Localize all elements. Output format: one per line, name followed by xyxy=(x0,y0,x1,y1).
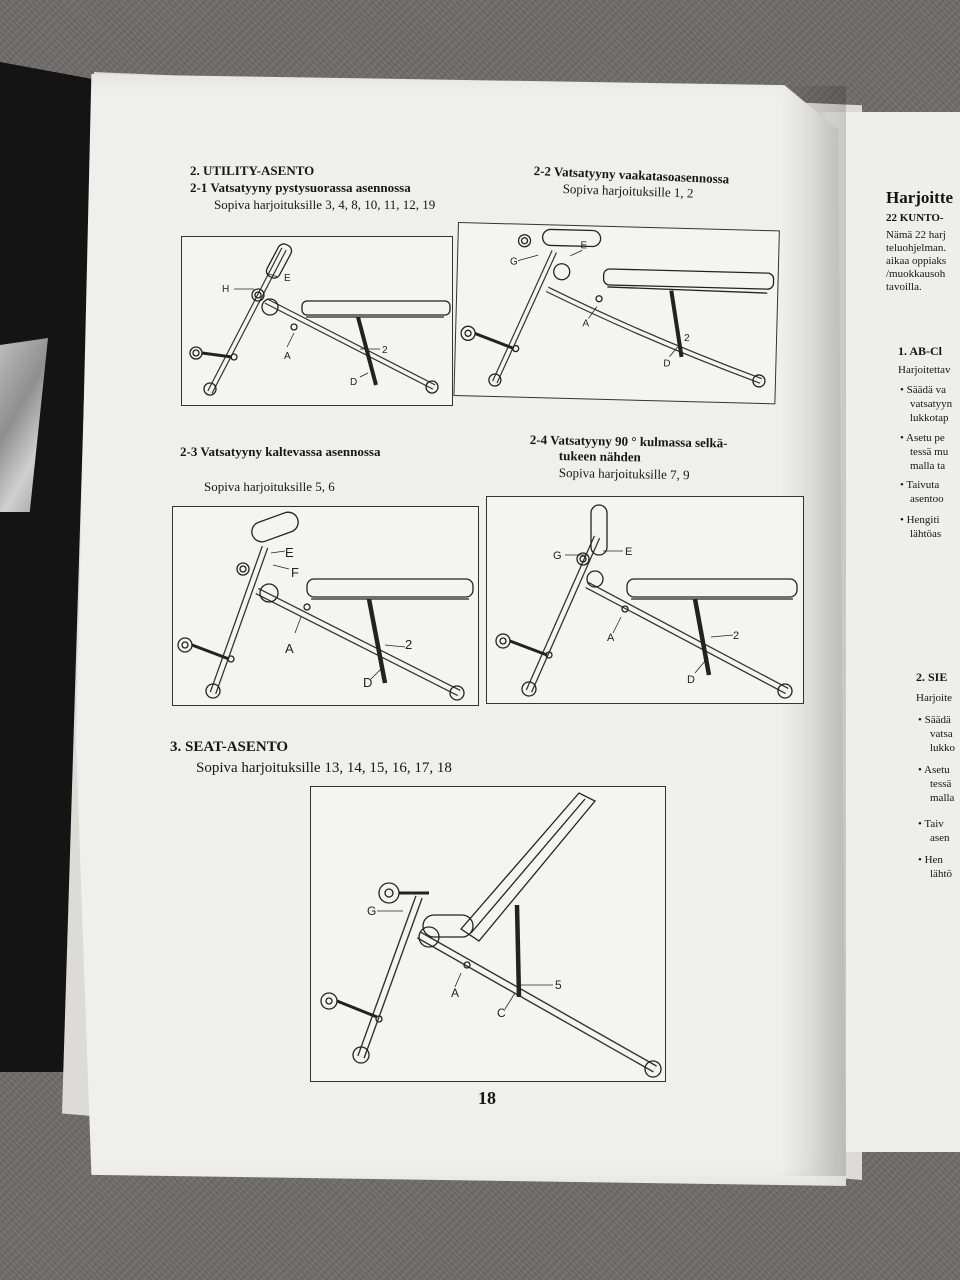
label-d: D xyxy=(350,377,358,388)
label-5: 5 xyxy=(555,978,562,992)
right-page-title: Harjoitte xyxy=(886,188,954,207)
label-g: G xyxy=(509,256,518,268)
intro-line: /muokkausoh xyxy=(886,268,946,280)
bench-diagram-2-4 xyxy=(487,497,803,703)
rp-bullet: • Taiv xyxy=(918,818,944,830)
label-f: F xyxy=(291,565,299,580)
label-2: 2 xyxy=(382,345,388,356)
label-a: A xyxy=(582,318,590,330)
rp-bullet: • Säädä xyxy=(918,714,951,726)
figure-3 xyxy=(310,786,666,1082)
section-2-1-exercises: Sopiva harjoituksille 3, 4, 8, 10, 11, 12, 19 xyxy=(214,197,436,212)
page-number: 18 xyxy=(478,1088,496,1108)
rp-bullet-line: malla xyxy=(930,792,955,804)
section-2-title: 2. UTILITY-ASENTO xyxy=(190,163,315,178)
label-a: A xyxy=(607,632,615,644)
figure-2-1 xyxy=(181,236,453,406)
intro-line: aikaa oppiaks xyxy=(886,255,947,267)
label-d: D xyxy=(687,674,695,686)
bench-diagram-3 xyxy=(311,787,665,1081)
figure-2-3 xyxy=(172,506,479,706)
label-d: D xyxy=(663,358,671,370)
rp-bullet-line: asentoo xyxy=(910,493,944,505)
section-2-3-exercises: Sopiva harjoituksille 5, 6 xyxy=(204,479,335,494)
label-d: D xyxy=(363,675,373,690)
rp-bullet: • Asetu pe xyxy=(900,432,945,444)
label-e: E xyxy=(284,273,291,284)
label-2: 2 xyxy=(683,332,690,345)
rp-bullet-line: vatsa xyxy=(930,728,953,740)
rp-bullet-line: malla ta xyxy=(910,460,946,472)
bench-diagram-2-2 xyxy=(454,223,778,403)
rp-bullet-line: tessä mu xyxy=(910,446,949,458)
section-2-2-exercises: Sopiva harjoituksille 1, 2 xyxy=(562,181,694,201)
rp-bullet-line: lukko xyxy=(930,742,956,754)
rp-section-1-lead: Harjoitettav xyxy=(898,364,951,376)
section-2-3-title: 2-3 Vatsatyyny kaltevassa asennossa xyxy=(180,444,381,459)
section-2-2-title: 2-2 Vatsatyyny vaakatasoasennossa xyxy=(533,163,730,187)
rp-section-1-title: 1. AB-Cl xyxy=(898,344,943,358)
rp-bullet-line: lukkotap xyxy=(910,412,949,424)
section-2-1-title: 2-1 Vatsatyyny pystysuorassa asennossa xyxy=(190,180,411,195)
label-a: A xyxy=(284,351,291,362)
label-e: E xyxy=(580,240,588,252)
label-a: A xyxy=(451,986,460,1000)
rp-bullet: • Asetu xyxy=(918,764,950,776)
rp-bullet: • Hen xyxy=(918,854,943,866)
rp-section-2-title: 2. SIE xyxy=(916,670,948,684)
intro-line: teluohjelman. xyxy=(886,242,947,254)
rp-section-2-lead: Harjoite xyxy=(916,692,953,704)
label-e: E xyxy=(285,545,294,560)
figure-2-2 xyxy=(453,222,779,404)
section-2-4-title-line1: 2-4 Vatsatyyny 90 ° kulmassa selkä- xyxy=(529,432,728,451)
label-a: A xyxy=(285,641,294,656)
right-page-subtitle: 22 KUNTO- xyxy=(886,212,944,224)
section-3-exercises: Sopiva harjoituksille 13, 14, 15, 16, 17, 18 xyxy=(196,760,452,776)
rp-bullet-line: asen xyxy=(930,832,950,844)
rp-bullet: • Taivuta xyxy=(900,479,940,491)
label-e: E xyxy=(625,546,633,558)
rp-bullet-line: tessä xyxy=(930,778,952,790)
rp-bullet-line: lähtö xyxy=(930,868,952,880)
rp-bullet: • Säädä va xyxy=(900,384,947,396)
rp-bullet: • Hengiti xyxy=(900,514,940,526)
section-3-title: 3. SEAT-ASENTO xyxy=(170,739,289,755)
label-2: 2 xyxy=(405,637,413,652)
label-2: 2 xyxy=(733,630,740,642)
bench-diagram-2-3 xyxy=(173,507,478,705)
figure-2-4 xyxy=(486,496,804,704)
rp-bullet-line: vatsatyyn xyxy=(910,398,953,410)
section-2-4-exercises: Sopiva harjoituksille 7, 9 xyxy=(558,465,690,483)
rp-bullet-line: lähtöas xyxy=(910,528,942,540)
bench-diagram-2-1 xyxy=(182,237,452,405)
label-h: H xyxy=(222,284,230,295)
intro-line: tavoilla. xyxy=(886,281,922,293)
label-c: C xyxy=(497,1006,506,1020)
label-g: G xyxy=(367,904,377,918)
section-2-4-title-line2: tukeen nähden xyxy=(558,448,641,465)
label-g: G xyxy=(553,550,562,562)
intro-line: Nämä 22 harj xyxy=(886,229,946,241)
